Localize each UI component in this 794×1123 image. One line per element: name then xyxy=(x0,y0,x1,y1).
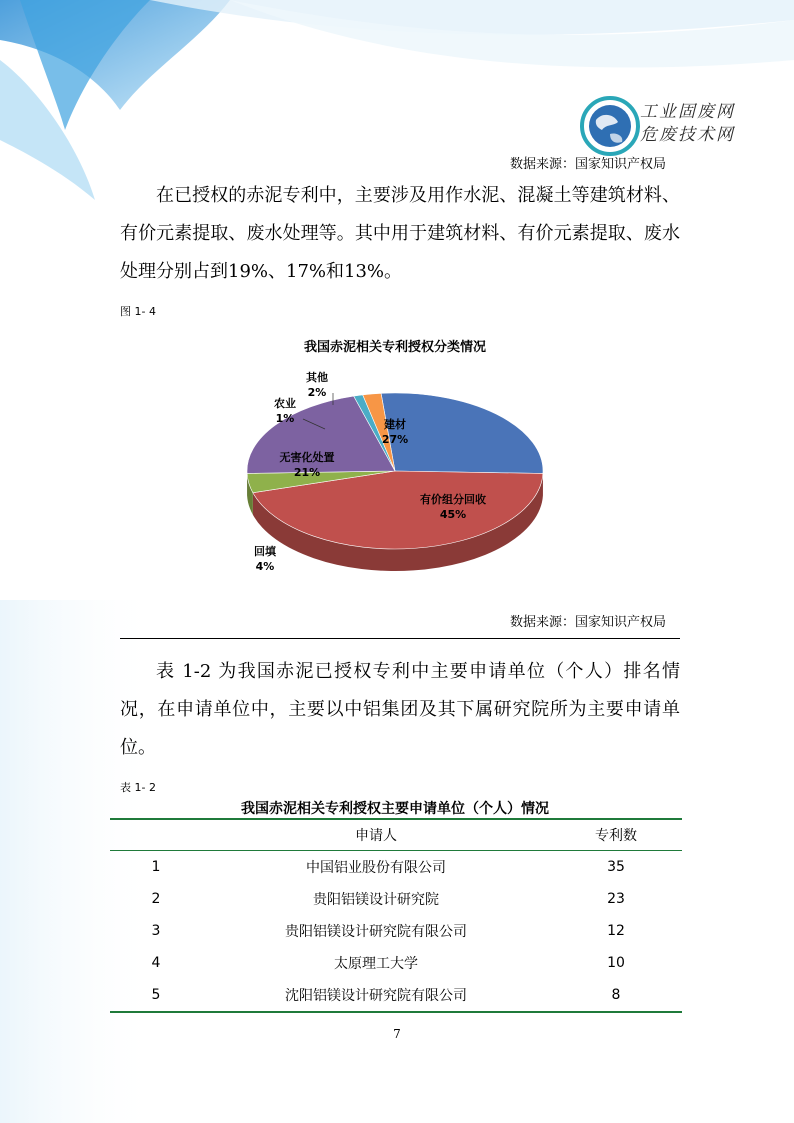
table-row xyxy=(110,979,682,1012)
page-number: 7 xyxy=(393,1027,401,1041)
slice-value-label: 21% xyxy=(293,466,321,479)
cell-rank: 3 xyxy=(151,923,161,939)
table-row xyxy=(110,883,682,915)
pie-chart xyxy=(225,333,565,583)
chart-title: 我国赤泥相关专利授权分类情况 xyxy=(303,340,487,355)
slice-label: 农业 xyxy=(274,397,296,410)
cell-count: 10 xyxy=(607,955,625,971)
slice-value-label: 45% xyxy=(439,508,467,521)
logo-line1: 工业固废网 xyxy=(640,102,735,122)
slice-value-label: 27% xyxy=(381,433,409,446)
figure-caption: 图 1- 4 xyxy=(120,305,156,318)
table-header-row xyxy=(110,819,682,851)
slice-label: 其他 xyxy=(306,371,328,384)
divider-line xyxy=(120,638,680,639)
cell-rank: 1 xyxy=(151,859,161,875)
data-source-top: 数据来源：国家知识产权局 xyxy=(509,157,666,172)
header-rank xyxy=(110,819,202,851)
cell-count: 12 xyxy=(607,923,625,939)
table-title: 我国赤泥相关专利授权主要申请单位（个人）情况 xyxy=(241,801,549,817)
cell-count: 8 xyxy=(611,987,621,1003)
cell-rank: 5 xyxy=(151,987,161,1003)
cell-applicant: 中国铝业股份有限公司 xyxy=(306,860,446,876)
logo-text xyxy=(640,101,735,147)
cell-applicant: 太原理工大学 xyxy=(334,956,418,972)
data-source-bottom: 数据来源：国家知识产权局 xyxy=(509,615,666,630)
cell-rank: 4 xyxy=(151,955,161,971)
cell-applicant: 贵阳铝镁设计研究院有限公司 xyxy=(285,924,467,940)
cell-rank: 2 xyxy=(151,891,161,907)
slice-label: 建材 xyxy=(384,418,406,431)
slice-label: 回填 xyxy=(254,545,276,558)
table-row xyxy=(110,851,682,884)
cell-count: 35 xyxy=(607,859,625,875)
paragraph-2: 表 1-2 为我国赤泥已授权专利中主要申请单位（个人）排名情况，在申请单位中，主要以中铝集团及其下属研究院所为主要申请单位。 xyxy=(120,661,680,758)
patent-table xyxy=(110,818,682,1013)
slice-label: 有价组分回收 xyxy=(420,493,486,506)
cell-count: 23 xyxy=(607,891,625,907)
table-caption: 表 1- 2 xyxy=(120,781,156,794)
logo-line2: 危废技术网 xyxy=(640,125,735,145)
cell-applicant: 沈阳铝镁设计研究院有限公司 xyxy=(285,988,467,1004)
header-applicant: 申请人 xyxy=(202,819,550,851)
slice-value-label: 2% xyxy=(307,386,327,399)
slice-value-label: 1% xyxy=(275,412,295,425)
table-row xyxy=(110,915,682,947)
header-patent-count: 专利数 xyxy=(550,819,682,851)
cell-applicant: 贵阳铝镁设计研究院 xyxy=(313,892,439,908)
paragraph-1: 在已授权的赤泥专利中，主要涉及用作水泥、混凝土等建筑材料、有价元素提取、废水处理等。其中用于建筑材料、有价元素提取、废水处理分别占到19%、17%和13%。 xyxy=(120,185,680,282)
table-row xyxy=(110,947,682,979)
slice-value-label: 4% xyxy=(255,560,275,573)
slice-label: 无害化处置 xyxy=(279,451,335,464)
